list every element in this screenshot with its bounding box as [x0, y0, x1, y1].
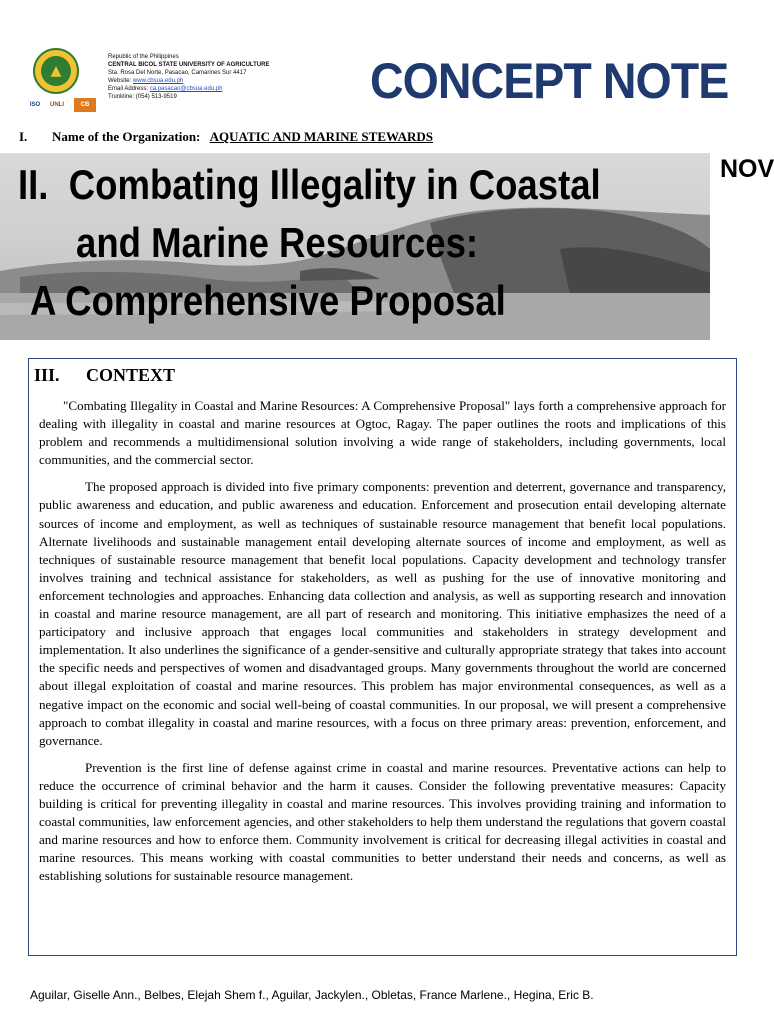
republic-text: Republic of the Philippines: [108, 54, 179, 60]
document-type-title: CONCEPT NOTE: [370, 53, 729, 109]
authors-footer: Aguilar, Giselle Ann., Belbes, Elejah Shem f., Aguilar, Jackylen., Obletas, France Marlene., Hegina, Eric B.: [30, 988, 594, 1002]
university-name: CENTRAL BICOL STATE UNIVERSITY OF AGRICULTURE: [108, 62, 270, 69]
context-paragraph-1: "Combating Illegality in Coastal and Marine Resources: A Comprehensive Proposal" lays forth a comprehensive approach for dealing with illegality in coastal and marine resources at Ogtoc, Ragay. The paper outlines the roots and implications of this problem and recommends a multidimensional solution involving a wide range of stakeholders, including governments, local communities, and the commercial sector.: [39, 398, 726, 468]
university-info: [108, 53, 368, 102]
accreditation-badge: UNLI: [50, 102, 64, 108]
campus-badge: CB: [74, 98, 96, 112]
context-section: [28, 358, 737, 956]
nov-text: NOV: [720, 155, 774, 183]
context-heading: III. CONTEXT: [34, 365, 176, 385]
email-line: Email Address: ca.pasacao@cbsua.edu.ph: [108, 86, 223, 93]
university-seal-logo: [33, 48, 79, 94]
iso-certified-badge: ISO: [29, 102, 41, 108]
title-line-3: A Comprehensive Proposal: [30, 277, 506, 324]
trunkline-text: Trunkline: (054) 513-9519: [108, 94, 177, 101]
section-number: I.: [19, 129, 28, 144]
context-paragraph-2: The proposed approach is divided into five primary components: prevention and deterrent, governance and transparency, public awareness and education, and public awareness and education. Enforcement and prosecution entail developing alternate sources of income and employment, as well as techniques of sustainable resource management that benefit local populations. Alternate livelihoods and sustainable management entail developing alternate sources of income and employment, as well as techniques of sustainable resource management that benefit local populations. Capacity development and technology transfer involves training and technical assistance for stakeholders, as well as pushing for the use of innovative monitoring and enforcement technologies and approaches. Enhancing data collection and analysis, as well as supporting research and innovation in coastal and marine resource management, are all part of research and monitoring. This initiative emphasizes the need of a participatory and inclusive approach that engages local communities and stakeholders in strategy development and implementation. It also underlines the significance of a gender-sensitive and culturally appropriate strategy that takes into account the specific needs and perspectives of women and disadvantaged groups. Many governments throughout the world are concerned about illegal exploitation of coastal and marine resources. This problem has major environmental consequences, as well as a negative impact on the economic and social well-being of coastal communities. In our proposal, we will present a comprehensive approach to combat illegality in coastal and marine resources, with a focus on three primary areas: prevention, enforcement, and governance.: [39, 479, 726, 748]
context-body: [39, 397, 726, 894]
seal-emblem-icon: ▲: [41, 56, 71, 86]
website-line: Website: www.cbsua.edu.ph: [108, 78, 184, 85]
university-address: Sta. Rosa Del Norte, Pasacao, Camarines Sur 4417: [108, 70, 247, 77]
title-line-1: II. Combating Illegality in Coastal: [18, 161, 601, 208]
title-banner: [0, 153, 710, 340]
organization-name: AQUATIC AND MARINE STEWARDS: [209, 129, 433, 144]
organization-label: Name of the Organization:: [52, 129, 201, 144]
website-link[interactable]: www.cbsua.edu.ph: [132, 78, 184, 85]
title-number: II.: [18, 161, 49, 208]
email-link[interactable]: ca.pasacao@cbsua.edu.ph: [149, 86, 223, 93]
context-paragraph-3: Prevention is the first line of defense against crime in coastal and marine resources. Preventative actions can help to reduce the occurrence of criminal behavior and the harm it causes. Consider the following preventative measures: Capacity building is critical for preventing illegality in coastal and marine resources. This involves providing training and information to coastal communities, law enforcement agencies, and other stakeholders to help them understand the regulations that govern coastal and marine resources and how to enforce them. Community involvement is critical for decreasing illegal activities in coastal and marine resources. This means working with coastal communities to better understand their needs and concerns, as well as establishing solutions for sustainable resource management.: [39, 759, 726, 884]
organization-section: [19, 129, 433, 145]
title-line-2: and Marine Resources:: [76, 219, 479, 266]
